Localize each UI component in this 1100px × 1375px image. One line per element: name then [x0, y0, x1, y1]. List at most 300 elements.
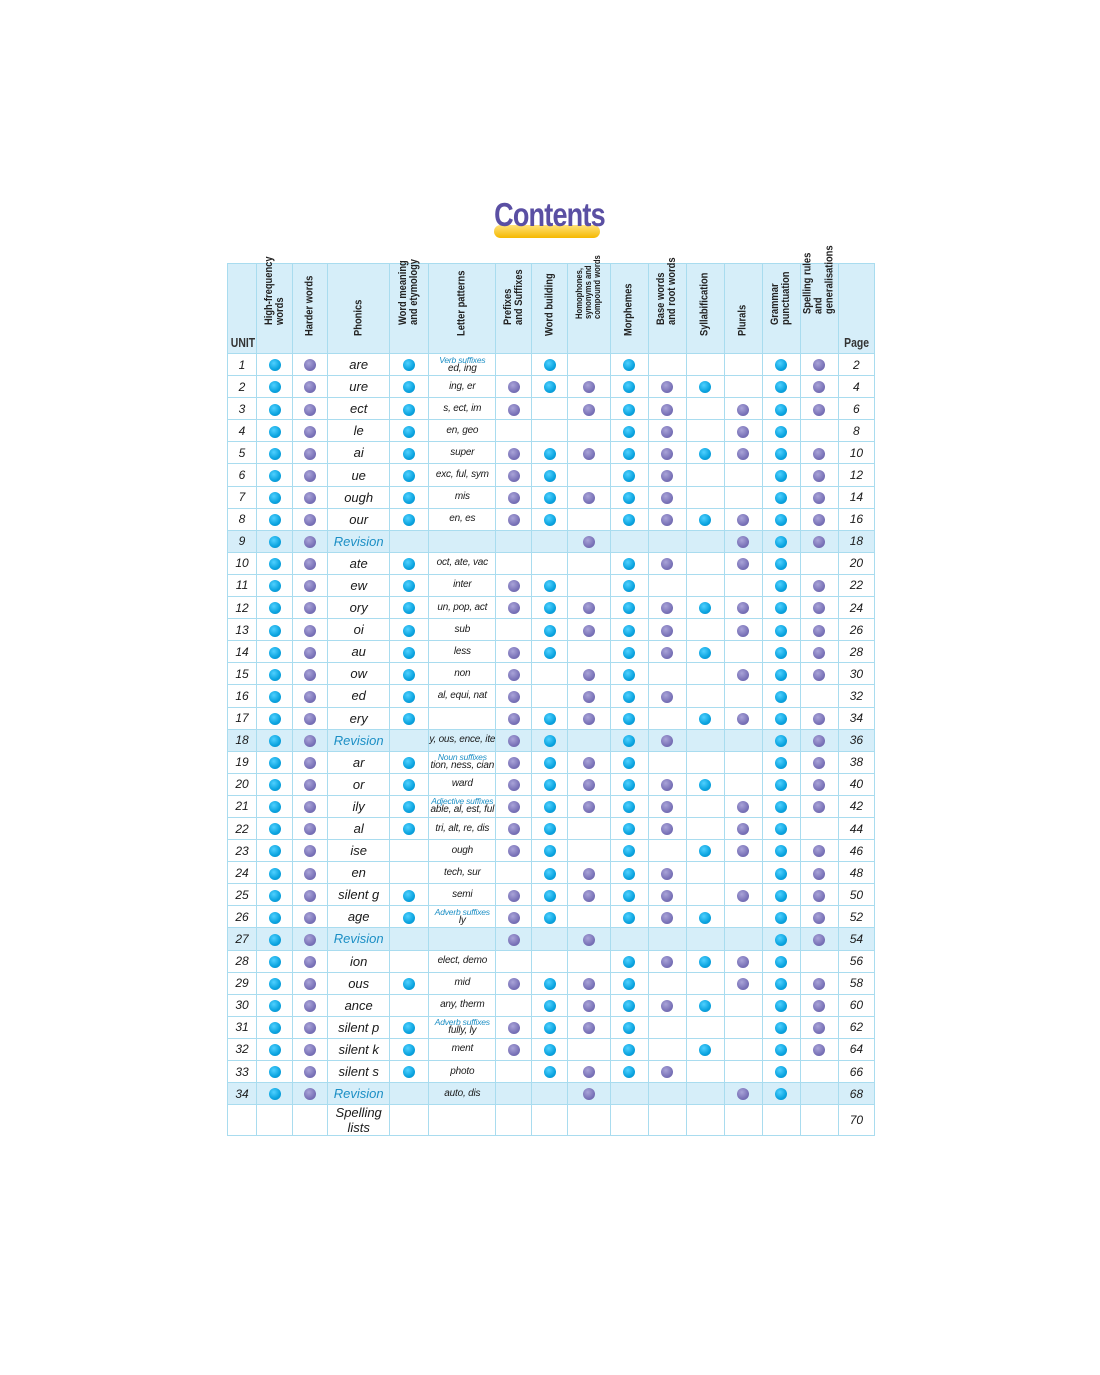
- skill-cell-hom: [568, 508, 610, 530]
- purple-dot-icon: [508, 779, 520, 791]
- phonics-cell: or: [328, 773, 390, 795]
- purple-dot-icon: [508, 890, 520, 902]
- purple-dot-icon: [813, 978, 825, 990]
- purple-dot-icon: [813, 868, 825, 880]
- purple-dot-icon: [813, 890, 825, 902]
- unit-number: 15: [228, 663, 257, 685]
- skill-cell-ps: [496, 972, 532, 994]
- skill-cell-sr: [800, 685, 838, 707]
- cyan-dot-icon: [623, 1066, 635, 1078]
- skill-cell-sr: [800, 398, 838, 420]
- cyan-dot-icon: [403, 1022, 415, 1034]
- skill-cell-syl: [686, 884, 724, 906]
- purple-dot-icon: [737, 426, 749, 438]
- col-header-prefixes-suffixes: Prefixes and Suffixes: [496, 264, 532, 354]
- purple-dot-icon: [661, 558, 673, 570]
- skill-cell-hf: [257, 354, 293, 376]
- cyan-dot-icon: [269, 934, 281, 946]
- purple-dot-icon: [583, 602, 595, 614]
- table-row: [228, 795, 875, 817]
- cyan-dot-icon: [269, 381, 281, 393]
- skill-cell-syl: [686, 685, 724, 707]
- skill-cell-mor: [610, 729, 648, 751]
- skill-cell-gp: [762, 354, 800, 376]
- skill-cell-gp: [762, 884, 800, 906]
- cyan-dot-icon: [775, 381, 787, 393]
- unit-number: 23: [228, 840, 257, 862]
- purple-dot-icon: [813, 536, 825, 548]
- skill-cell-mor: [610, 619, 648, 641]
- letter-patterns-cell: [429, 641, 496, 663]
- skill-cell-hf: [257, 508, 293, 530]
- cyan-dot-icon: [269, 625, 281, 637]
- skill-cell-bw: [648, 552, 686, 574]
- skill-cell-hom: [568, 1038, 610, 1060]
- purple-dot-icon: [508, 470, 520, 482]
- letter-patterns-cell: [429, 795, 496, 817]
- cyan-dot-icon: [623, 713, 635, 725]
- skill-cell-hom: [568, 354, 610, 376]
- skill-cell-mor: [610, 398, 648, 420]
- cyan-dot-icon: [623, 492, 635, 504]
- skill-cell-mor: [610, 707, 648, 729]
- unit-number: 26: [228, 906, 257, 928]
- skill-cell-mor: [610, 597, 648, 619]
- cyan-dot-icon: [544, 713, 556, 725]
- skill-cell-syl: [686, 1016, 724, 1038]
- unit-number: 31: [228, 1016, 257, 1038]
- skill-cell-hom: [568, 862, 610, 884]
- letter-patterns-cell: [429, 508, 496, 530]
- skill-cell-wb: [532, 1105, 568, 1136]
- skill-cell-ps: [496, 994, 532, 1016]
- skill-cell-wm: [390, 464, 429, 486]
- cyan-dot-icon: [623, 558, 635, 570]
- purple-dot-icon: [737, 448, 749, 460]
- skill-cell-wb: [532, 1061, 568, 1083]
- purple-dot-icon: [813, 381, 825, 393]
- letter-patterns-text: mid: [454, 977, 471, 989]
- skill-cell-bw: [648, 729, 686, 751]
- skill-cell-syl: [686, 398, 724, 420]
- skill-cell-gp: [762, 972, 800, 994]
- skill-cell-hw: [293, 795, 328, 817]
- cyan-dot-icon: [775, 558, 787, 570]
- cyan-dot-icon: [269, 691, 281, 703]
- skill-cell-wb: [532, 574, 568, 596]
- cyan-dot-icon: [623, 956, 635, 968]
- cyan-dot-icon: [775, 801, 787, 813]
- skill-cell-hf: [257, 574, 293, 596]
- letter-patterns-text: tion, ness, cian: [430, 760, 495, 772]
- skill-cell-ps: [496, 751, 532, 773]
- skill-cell-pl: [724, 972, 762, 994]
- skill-cell-pl: [724, 817, 762, 839]
- cyan-dot-icon: [269, 448, 281, 460]
- skill-cell-ps: [496, 530, 532, 552]
- purple-dot-icon: [304, 647, 316, 659]
- purple-dot-icon: [661, 448, 673, 460]
- skill-cell-sr: [800, 641, 838, 663]
- skill-cell-hom: [568, 729, 610, 751]
- skill-cell-hf: [257, 1016, 293, 1038]
- skill-cell-wb: [532, 464, 568, 486]
- skill-cell-wm: [390, 972, 429, 994]
- letter-patterns-text: sub: [454, 623, 471, 635]
- letter-patterns-cell: [429, 663, 496, 685]
- unit-number: 10: [228, 552, 257, 574]
- skill-cell-mor: [610, 1083, 648, 1105]
- skill-cell-hw: [293, 1038, 328, 1060]
- page-number: 40: [838, 773, 874, 795]
- letter-patterns-text: photo: [450, 1065, 475, 1077]
- purple-dot-icon: [583, 691, 595, 703]
- skill-cell-hw: [293, 552, 328, 574]
- purple-dot-icon: [737, 536, 749, 548]
- skill-cell-pl: [724, 663, 762, 685]
- skill-cell-syl: [686, 1105, 724, 1136]
- skill-cell-bw: [648, 685, 686, 707]
- skill-cell-wb: [532, 486, 568, 508]
- cyan-dot-icon: [544, 801, 556, 813]
- skill-cell-hf: [257, 376, 293, 398]
- cyan-dot-icon: [403, 1044, 415, 1056]
- purple-dot-icon: [583, 1022, 595, 1034]
- skill-cell-bw: [648, 817, 686, 839]
- purple-dot-icon: [508, 757, 520, 769]
- purple-dot-icon: [508, 801, 520, 813]
- purple-dot-icon: [583, 492, 595, 504]
- purple-dot-icon: [737, 890, 749, 902]
- skill-cell-hom: [568, 950, 610, 972]
- purple-dot-icon: [813, 359, 825, 371]
- purple-dot-icon: [508, 602, 520, 614]
- cyan-dot-icon: [544, 845, 556, 857]
- skill-cell-hw: [293, 707, 328, 729]
- purple-dot-icon: [583, 448, 595, 460]
- skill-cell-hw: [293, 1061, 328, 1083]
- page-number: 38: [838, 751, 874, 773]
- skill-cell-hom: [568, 574, 610, 596]
- skill-cell-sr: [800, 376, 838, 398]
- skill-cell-bw: [648, 376, 686, 398]
- cyan-dot-icon: [775, 912, 787, 924]
- skill-cell-hw: [293, 398, 328, 420]
- cyan-dot-icon: [623, 1022, 635, 1034]
- skill-cell-gp: [762, 751, 800, 773]
- cyan-dot-icon: [269, 757, 281, 769]
- skill-cell-wb: [532, 884, 568, 906]
- purple-dot-icon: [661, 890, 673, 902]
- skill-cell-pl: [724, 597, 762, 619]
- cyan-dot-icon: [269, 956, 281, 968]
- skill-cell-hf: [257, 619, 293, 641]
- skill-cell-syl: [686, 950, 724, 972]
- skill-cell-pl: [724, 729, 762, 751]
- page-number: 64: [838, 1038, 874, 1060]
- revision-row: [228, 530, 875, 552]
- letter-patterns-text: semi: [452, 888, 473, 900]
- unit-number: 9: [228, 530, 257, 552]
- page-number: 54: [838, 928, 874, 950]
- cyan-dot-icon: [775, 669, 787, 681]
- skill-cell-gp: [762, 641, 800, 663]
- skill-cell-hf: [257, 928, 293, 950]
- skill-cell-wm: [390, 1016, 429, 1038]
- letter-patterns-cell: [429, 354, 496, 376]
- cyan-dot-icon: [269, 602, 281, 614]
- letter-patterns-text: oct, ate, vac: [436, 557, 488, 569]
- purple-dot-icon: [304, 823, 316, 835]
- table-row: [228, 619, 875, 641]
- skill-cell-syl: [686, 663, 724, 685]
- skill-cell-hom: [568, 1061, 610, 1083]
- unit-number: 29: [228, 972, 257, 994]
- unit-number: 28: [228, 950, 257, 972]
- skill-cell-bw: [648, 751, 686, 773]
- cyan-dot-icon: [623, 359, 635, 371]
- letter-patterns-cell: [429, 442, 496, 464]
- skill-cell-gp: [762, 862, 800, 884]
- purple-dot-icon: [813, 1044, 825, 1056]
- page-number: 60: [838, 994, 874, 1016]
- table-row: [228, 950, 875, 972]
- skill-cell-hf: [257, 840, 293, 862]
- skill-cell-gp: [762, 840, 800, 862]
- skill-cell-hf: [257, 862, 293, 884]
- skill-cell-ps: [496, 464, 532, 486]
- cyan-dot-icon: [699, 381, 711, 393]
- letter-patterns-text: ough: [451, 844, 474, 856]
- skill-cell-hf: [257, 1083, 293, 1105]
- contents-table: [227, 245, 875, 1136]
- skill-cell-pl: [724, 1083, 762, 1105]
- page-number: 10: [838, 442, 874, 464]
- skill-cell-ps: [496, 420, 532, 442]
- cyan-dot-icon: [269, 404, 281, 416]
- page-number: 6: [838, 398, 874, 420]
- skill-cell-hf: [257, 773, 293, 795]
- skill-cell-pl: [724, 420, 762, 442]
- skill-cell-hf: [257, 817, 293, 839]
- cyan-dot-icon: [544, 1044, 556, 1056]
- cyan-dot-icon: [699, 1044, 711, 1056]
- cyan-dot-icon: [623, 801, 635, 813]
- unit-number: 17: [228, 707, 257, 729]
- skill-cell-pl: [724, 442, 762, 464]
- table-row: [228, 486, 875, 508]
- skill-cell-hom: [568, 707, 610, 729]
- phonics-cell: ar: [328, 751, 390, 773]
- cyan-dot-icon: [269, 359, 281, 371]
- skill-cell-pl: [724, 1016, 762, 1038]
- page-number: 44: [838, 817, 874, 839]
- skill-cell-syl: [686, 928, 724, 950]
- skill-cell-mor: [610, 641, 648, 663]
- phonics-cell: ow: [328, 663, 390, 685]
- skill-cell-wb: [532, 773, 568, 795]
- cyan-dot-icon: [623, 978, 635, 990]
- cyan-dot-icon: [403, 426, 415, 438]
- letter-patterns-cell: [429, 420, 496, 442]
- skill-cell-hf: [257, 884, 293, 906]
- skill-cell-hom: [568, 840, 610, 862]
- cyan-dot-icon: [403, 470, 415, 482]
- letter-patterns-cell: [429, 906, 496, 928]
- skill-cell-syl: [686, 508, 724, 530]
- skill-cell-mor: [610, 552, 648, 574]
- skill-cell-wm: [390, 862, 429, 884]
- purple-dot-icon: [737, 625, 749, 637]
- skill-cell-gp: [762, 574, 800, 596]
- skill-cell-hw: [293, 972, 328, 994]
- cyan-dot-icon: [775, 735, 787, 747]
- letter-patterns-text: fully, ly: [448, 1025, 477, 1037]
- skill-cell-sr: [800, 751, 838, 773]
- purple-dot-icon: [304, 470, 316, 482]
- cyan-dot-icon: [403, 448, 415, 460]
- skill-cell-bw: [648, 795, 686, 817]
- skill-cell-wb: [532, 398, 568, 420]
- skill-cell-ps: [496, 817, 532, 839]
- cyan-dot-icon: [775, 426, 787, 438]
- cyan-dot-icon: [269, 1022, 281, 1034]
- cyan-dot-icon: [623, 735, 635, 747]
- cyan-dot-icon: [623, 602, 635, 614]
- purple-dot-icon: [661, 426, 673, 438]
- skill-cell-wb: [532, 862, 568, 884]
- letter-patterns-text: y, ous, ence, ite: [429, 734, 496, 746]
- purple-dot-icon: [661, 1000, 673, 1012]
- skill-cell-sr: [800, 597, 838, 619]
- skill-cell-sr: [800, 773, 838, 795]
- cyan-dot-icon: [544, 912, 556, 924]
- col-header-plurals: Plurals: [724, 264, 762, 354]
- skill-cell-hom: [568, 1016, 610, 1038]
- phonics-cell: silent s: [328, 1061, 390, 1083]
- col-header-page: Page: [838, 264, 874, 354]
- purple-dot-icon: [813, 912, 825, 924]
- skill-cell-mor: [610, 442, 648, 464]
- skill-cell-sr: [800, 1083, 838, 1105]
- cyan-dot-icon: [403, 801, 415, 813]
- skill-cell-gp: [762, 420, 800, 442]
- skill-cell-wm: [390, 641, 429, 663]
- purple-dot-icon: [583, 536, 595, 548]
- purple-dot-icon: [737, 669, 749, 681]
- purple-dot-icon: [304, 735, 316, 747]
- purple-dot-icon: [583, 978, 595, 990]
- skill-cell-wm: [390, 685, 429, 707]
- skill-cell-hom: [568, 994, 610, 1016]
- purple-dot-icon: [661, 625, 673, 637]
- page-number: 2: [838, 354, 874, 376]
- skill-cell-ps: [496, 1061, 532, 1083]
- phonics-cell: ure: [328, 376, 390, 398]
- purple-dot-icon: [583, 404, 595, 416]
- skill-cell-pl: [724, 354, 762, 376]
- purple-dot-icon: [661, 868, 673, 880]
- purple-dot-icon: [583, 381, 595, 393]
- page-number: 32: [838, 685, 874, 707]
- unit-number: 34: [228, 1083, 257, 1105]
- cyan-dot-icon: [544, 1066, 556, 1078]
- purple-dot-icon: [661, 492, 673, 504]
- phonics-cell: ough: [328, 486, 390, 508]
- unit-number: 4: [228, 420, 257, 442]
- skill-cell-gp: [762, 442, 800, 464]
- skill-cell-wm: [390, 928, 429, 950]
- cyan-dot-icon: [623, 1000, 635, 1012]
- cyan-dot-icon: [623, 823, 635, 835]
- skill-cell-hf: [257, 685, 293, 707]
- skill-cell-hw: [293, 950, 328, 972]
- skill-cell-pl: [724, 862, 762, 884]
- phonics-cell: Revision: [328, 530, 390, 552]
- skill-cell-hf: [257, 464, 293, 486]
- skill-cell-hom: [568, 530, 610, 552]
- table-row: [228, 862, 875, 884]
- skill-cell-pl: [724, 840, 762, 862]
- purple-dot-icon: [661, 647, 673, 659]
- skill-cell-mor: [610, 795, 648, 817]
- skill-cell-gp: [762, 928, 800, 950]
- phonics-cell: ue: [328, 464, 390, 486]
- skill-cell-hw: [293, 464, 328, 486]
- cyan-dot-icon: [699, 713, 711, 725]
- col-header-homophones: Homophones, synonyms and compound words: [568, 264, 610, 354]
- table-row: [228, 663, 875, 685]
- cyan-dot-icon: [544, 779, 556, 791]
- cyan-dot-icon: [544, 735, 556, 747]
- letter-patterns-cell: [429, 1038, 496, 1060]
- skill-cell-ps: [496, 354, 532, 376]
- page-number: 52: [838, 906, 874, 928]
- skill-cell-hom: [568, 663, 610, 685]
- cyan-dot-icon: [699, 602, 711, 614]
- skill-cell-wm: [390, 729, 429, 751]
- cyan-dot-icon: [623, 912, 635, 924]
- skill-cell-wm: [390, 597, 429, 619]
- skill-cell-wb: [532, 508, 568, 530]
- skill-cell-hw: [293, 663, 328, 685]
- skill-cell-ps: [496, 376, 532, 398]
- skill-cell-wm: [390, 354, 429, 376]
- purple-dot-icon: [661, 779, 673, 791]
- skill-cell-syl: [686, 619, 724, 641]
- letter-patterns-cell: [429, 884, 496, 906]
- cyan-dot-icon: [623, 647, 635, 659]
- cyan-dot-icon: [623, 868, 635, 880]
- skill-cell-hw: [293, 1083, 328, 1105]
- skill-cell-ps: [496, 707, 532, 729]
- letter-patterns-cell: [429, 685, 496, 707]
- skill-cell-hf: [257, 994, 293, 1016]
- skill-cell-wm: [390, 574, 429, 596]
- skill-cell-gp: [762, 994, 800, 1016]
- skill-cell-hom: [568, 972, 610, 994]
- skill-cell-wb: [532, 1038, 568, 1060]
- cyan-dot-icon: [544, 823, 556, 835]
- purple-dot-icon: [508, 978, 520, 990]
- skill-cell-wb: [532, 641, 568, 663]
- purple-dot-icon: [304, 1000, 316, 1012]
- purple-dot-icon: [508, 1022, 520, 1034]
- skill-cell-mor: [610, 420, 648, 442]
- skill-cell-wb: [532, 751, 568, 773]
- skill-cell-pl: [724, 641, 762, 663]
- skill-cell-gp: [762, 508, 800, 530]
